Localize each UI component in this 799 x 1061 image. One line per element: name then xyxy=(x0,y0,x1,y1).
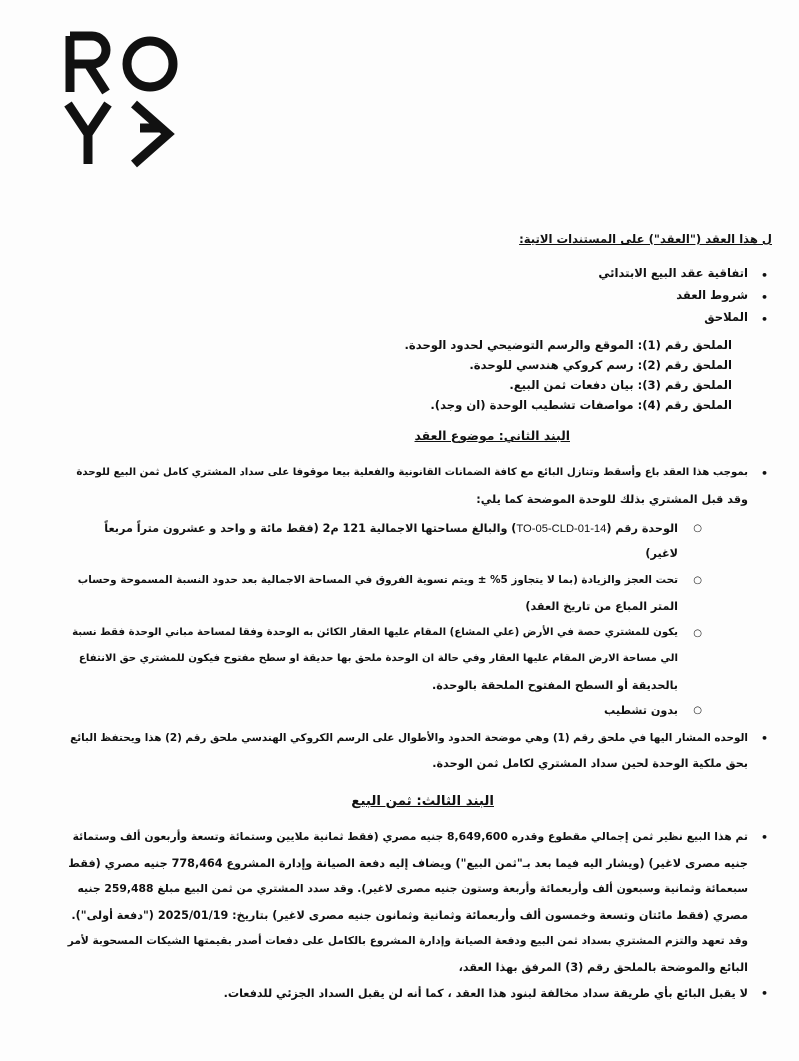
circle-bullet-icon: ○ xyxy=(693,705,702,716)
unit-ref-line1: الوحده المشار اليها في ملحق رقم (1) وهي موضحة الحدود والأطوال على الرسم الكروكي الهندسي ملحق رقم (2) هذا ويحتفظ البائع xyxy=(70,732,748,744)
bullet-dot-icon: • xyxy=(760,987,768,1000)
price-line1: تم هذا البيع نظير ثمن إجمالي مقطوع وقدره 8,649,600 جنيه مصري (فقط ثمانية ملايين وستمائة وتسعة وأربعون ألف وستمائة xyxy=(72,830,748,843)
unit-prefix: الوحدة رقم ( xyxy=(606,522,678,535)
unit-suffix: ) والبالغ مساحتها الاجمالية 121 م2 (فقط مائة و واحد و عشرون متراً مربعاً xyxy=(104,522,517,535)
circle-bullet-icon: ○ xyxy=(693,628,702,639)
unit-ref-line2: بحق ملكية الوحدة لحين سداد المشتري لكامل ثمن الوحدة. xyxy=(432,757,748,770)
roya-logo-mark xyxy=(64,30,184,170)
price-line4: مصري (فقط مائتان وتسعة وخمسون ألف وأربعمائة وثمانية وثمانون جنيه مصرى لاغير) بتاريخ: 2025/01/19 ("دفعة أولى"). xyxy=(71,909,748,922)
intro-line: ل هذا العقد ("العقد") على المستندات الاتية: xyxy=(519,232,772,246)
bullet-dot-icon: • xyxy=(760,291,768,304)
section2-main-line2: وقد قبل المشتري بذلك للوحدة الموضحة كما يلي: xyxy=(476,493,748,506)
section2-main-line1: بموجب هذا العقد باع وأسقط وتنازل البائع مع كافة الضمانات القانونية والفعلية بيعا موقوفا على سداد المشتري كامل ثمن البيع للوحدة xyxy=(76,467,748,478)
roya-logo xyxy=(64,30,184,170)
annex-4: الملحق رقم (4): مواصفات تشطيب الوحدة (ان وجد). xyxy=(430,398,732,412)
price-line5: وقد تعهد والتزم المشتري بسداد ثمن البيع ودفعة الصيانة وإدارة المشروع بالكامل على دفعات أصدر بقيمتها الشيكات المسحوبة لأمر xyxy=(67,935,748,947)
price-line2: جنيه مصرى لاغير) (ويشار اليه فيما بعد بـ"ثمن البيع") ويضاف إليه دفعة الصيانة وإدارة المشروع 778,464 جنيه مصري (فقط xyxy=(68,857,748,870)
share-line3: بالحديقة أو السطح المفتوح الملحقة بالوحدة. xyxy=(431,679,678,692)
price-line6: البائع والموضحة بالملحق رقم (3) المرفق بهذا العقد، xyxy=(458,961,748,974)
unit-code: TO-05-CLD-01-14 xyxy=(516,523,607,535)
share-line1: يكون للمشتري حصة في الأرض (علي المشاع) المقام عليها العقار الكائن به الوحدة وفقا لمساحة مباني الوحدة فقط نسبة xyxy=(72,627,678,638)
payment-policy-line: لا يقبل البائع بأي طريقة سداد مخالفة لبنود هذا العقد ، كما أنه لن يقبل السداد الجزئي للدفعات. xyxy=(223,987,748,1000)
unit-line1 xyxy=(104,523,678,535)
bullet-dot-icon: • xyxy=(760,313,768,326)
section3-heading: البند الثالث: ثمن البيع xyxy=(351,794,494,809)
annex-3: الملحق رقم (3): بيان دفعات ثمن البيع. xyxy=(509,378,732,392)
annex-2: الملحق رقم (2): رسم كروكي هندسي للوحدة. xyxy=(469,358,732,372)
circle-bullet-icon: ○ xyxy=(693,523,702,534)
finishing-line: بدون تشطيب xyxy=(604,704,678,717)
unit-line2: لاغير) xyxy=(645,547,678,560)
price-line3: سبعمائة وثمانية وسبعون ألف وأربعمائة وأربعة وستون جنيه مصرى لاغير). وقد سدد المشتري من ثمن البيع مبلغ 259,488 جنيه xyxy=(77,882,748,895)
bullet-dot-icon: • xyxy=(760,732,768,745)
bullet-dot-icon: • xyxy=(760,269,768,282)
section2-heading: البند الثاني: موضوع العقد xyxy=(414,428,570,443)
document-item-2: شروط العقد xyxy=(676,288,748,302)
annex-1: الملحق رقم (1): الموقع والرسم التوضيحي لحدود الوحدة. xyxy=(404,338,732,352)
share-line2: الي مساحة الارض المقام عليها العقار وفي حالة ان الوحدة ملحق بها حديقة او سطح مفتوح فيكون للمشتري حق الانتفاع xyxy=(78,653,678,664)
tolerance-line1: تحت العجز والزيادة (بما لا يتجاوز 5% ± ويتم تسوية الفروق في المساحة الاجمالية بعد حدود النسبة المسموحة وحساب xyxy=(77,574,678,586)
circle-bullet-icon: ○ xyxy=(693,575,702,586)
bullet-dot-icon: • xyxy=(760,831,768,844)
tolerance-line2: المتر المباع من تاريخ العقد) xyxy=(525,600,678,613)
document-item-3: الملاحق xyxy=(704,310,748,324)
document-item-1: اتفاقية عقد البيع الابتدائي xyxy=(598,266,748,280)
bullet-dot-icon: • xyxy=(760,467,768,480)
